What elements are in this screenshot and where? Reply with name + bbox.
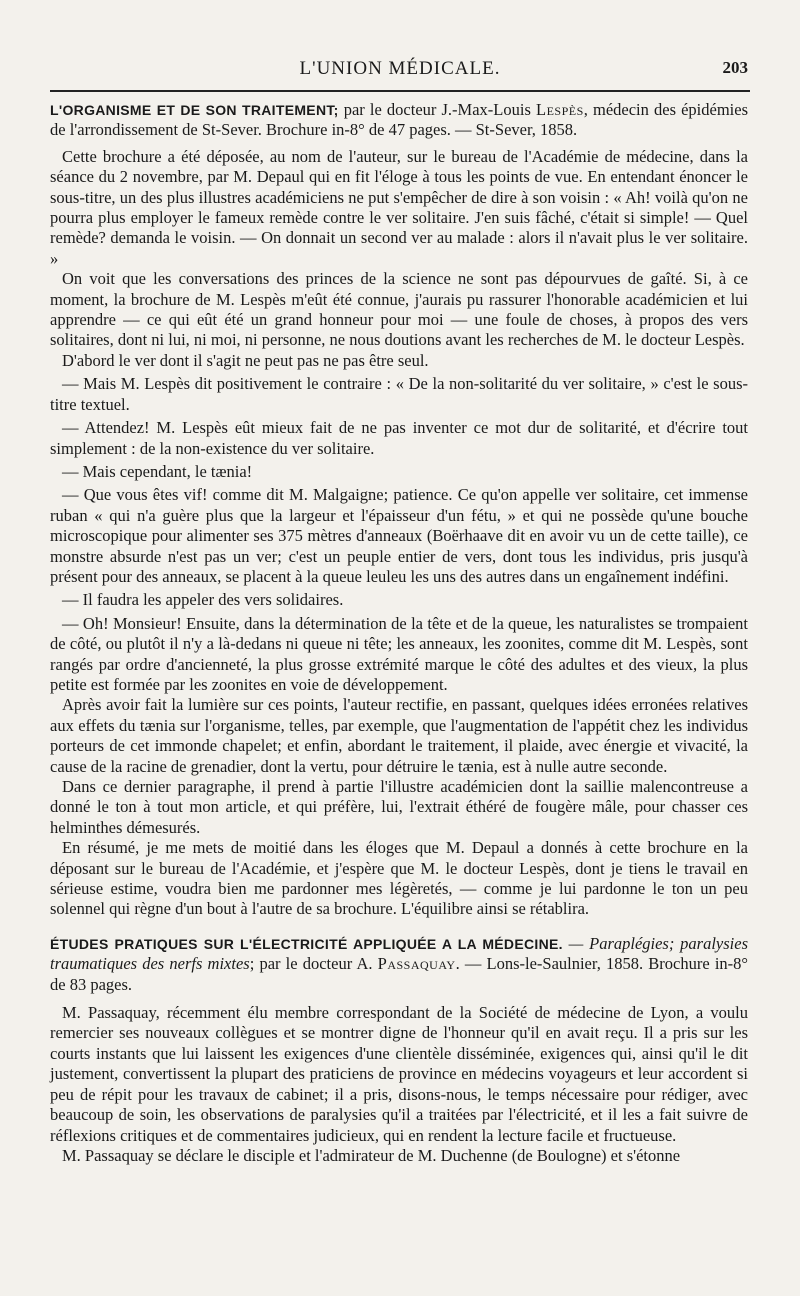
paragraph: En résumé, je me mets de moitié dans les éloges que M. Depaul a donnés à cette brochure en la déposant sur le bureau de l'Académie, et j'espère que M. le docteur Lespès, dont je tiens le travail en sérieuse estime, voudra bien me pardonner mes légèretés, — comme je lui pardonne le ton un peu solennel qui règne d'un bout à l'autre de sa brochure. L'équilibre ainsi se rétablira. [50, 838, 748, 919]
review-title-2: ÉTUDES PRATIQUES SUR L'ÉLECTRICITÉ APPLIQUÉE A LA MÉDECINE. [50, 935, 563, 952]
review-author-2: Passaquay [377, 954, 456, 974]
header-rule [50, 90, 750, 92]
paragraph: — Mais M. Lespès dit positivement le contraire : « De la non-solitarité du ver solitaire, » c'est le sous-titre textuel. [50, 374, 748, 414]
paragraph: — Il faudra les appeler des vers solidaires. [62, 590, 344, 610]
review-author-1: Lespès [536, 100, 584, 119]
running-title: L'UNION MÉDICALE. [299, 58, 501, 79]
paragraph: D'abord le ver dont il s'agit ne peut pas ne pas être seul. [62, 350, 429, 370]
paragraph: M. Passaquay se déclare le disciple et l'admirateur de M. Duchenne (de Boulogne) et s'étonne [62, 1145, 681, 1165]
review-byline-pre-1: par le docteur J.-Max-Louis [338, 100, 536, 119]
paragraph: M. Passaquay, récemment élu membre correspondant de la Société de médecine de Lyon, a voulu remercier ses nouveaux collègues et se montrer digne de l'honneur qu'il en avait reçu. Il a pris sur les courts instants que lui laissent les exigences d'une clientèle disséminée, exigences qui, ainsi qu'il le dit justement, convertissent la plupart des praticiens de province en médecins voyageurs et leur accordent si peu de répit pour les travaux de cabinet; il a pris, disons-nous, le temps nécessaire pour rédiger, avec beaucoup de soin, les observations de paralysies qu'il a traitées par l'électricité, et il les a fait suivre de réflexions critiques et de commentaires judicieux, qui en rendent la lecture facile et fructueuse. [50, 1003, 748, 1145]
review-heading-1 [50, 100, 748, 141]
review-heading-2 [50, 934, 748, 995]
page-number: 203 [722, 58, 748, 77]
paragraph: — Mais cependant, le tænia! [62, 461, 253, 481]
paragraph: — Attendez! M. Lespès eût mieux fait de ne pas inventer ce mot dur de solitarité, et d'écrire tout simplement : de la non-existence du ver solitaire. [50, 418, 748, 458]
review-subtitle-2: — Paraplégies; paralysies traumatiques des nerfs mixtes [50, 933, 749, 974]
page-content [50, 100, 748, 1166]
running-head [48, 58, 752, 82]
review-byline-post-1: , médecin des épidémies de l'arrondissement de St-Sever. Brochure in-8° de 47 pages. — St-Sever, 1858. [50, 100, 748, 140]
paragraph: Dans ce dernier paragraphe, il prend à partie l'illustre académicien dont la saillie malencontreuse a donné le ton à tout mon article, et qui préfère, lui, l'extrait éthéré de fougère mâle, pour chasser ces helminthes démesurés. [50, 777, 748, 837]
review-title-1: L'ORGANISME ET DE SON TRAITEMENT; [50, 102, 339, 118]
paragraph: Cette brochure a été déposée, au nom de l'auteur, sur le bureau de l'Académie de médecine, dans la séance du 2 novembre, par M. Depaul qui en fit l'éloge à tous les points de vue. En entendant énoncer le sous-titre, un des plus illustres académiciens ne put s'empêcher de dire à son voisin : « Ah! voilà qu'on ne pourra plus employer le fameux remède contre le ver solitaire. J'en suis fâché, c'était si simple! — Quel remède? demanda le voisin. — On donnait un second ver au malade : alors il n'avait plus le ver solitaire. » [50, 146, 748, 268]
paragraph: On voit que les conversations des princes de la science ne sont pas dépourvues de gaîté. Si, à ce moment, la brochure de M. Lespès m'eût été connue, j'aurais pu rassurer l'honorable académicien et lui apprendre — ce qui eût été un grand honneur pour moi — une foule de choses, à propos des vers solitaires, dont ni lui, ni moi, ni personne, ne nous doutions avant les recherches de M. le docteur Lespès. [50, 269, 748, 350]
section-gap [50, 920, 748, 934]
paragraph: — Que vous êtes vif! comme dit M. Malgaigne; patience. Ce qu'on appelle ver solitaire, cet immense ruban « qui n'a guère plus que la largeur et l'épaisseur d'un fétu, » et qui ne possède qu'une bouche microscopique pour alimenter ses 375 mètres d'anneaux (Boërhaave dit en avoir vu un de cette taille), ce monstre absurde n'est pas un ver; c'est un peuple entier de vers, dont tous les individus, pris jusqu'à présent pour des anneaux, se placent à la queue leuleu les uns des autres dans un engaînement indéfini. [50, 485, 748, 586]
paragraph: Après avoir fait la lumière sur ces points, l'auteur rectifie, en passant, quelques idées erronées relatives aux effets du tænia sur l'organisme, telles, par exemple, que l'augmentation de l'appétit chez les individus porteurs de cet immonde chapelet; et enfin, abordant le traitement, il plaide, avec énergie et vivacité, la cause de la racine de grenadier, dont la vertu, pour détruire le tænia, est à nulle autre seconde. [50, 695, 748, 776]
review-byline-pre-2: ; par le docteur A. [249, 954, 378, 974]
paragraph: — Oh! Monsieur! Ensuite, dans la détermination de la tête et de la queue, les naturalistes se trompaient de côté, ou plutôt il n'y a là-dedans ni queue ni tête; les anneaux, les zoonites, comme dit M. Lespès, sont rangés par ordre d'ancienneté, la plus grosse extrémité marque le côté des adultes et des vieux, la plus petite est formée par les zoonites en voie de développement. [50, 613, 748, 694]
review-byline-post-2: . — Lons-le-Saulnier, 1858. Brochure in-8° de 83 pages. [50, 954, 748, 994]
paragraph-gap [50, 995, 748, 1003]
